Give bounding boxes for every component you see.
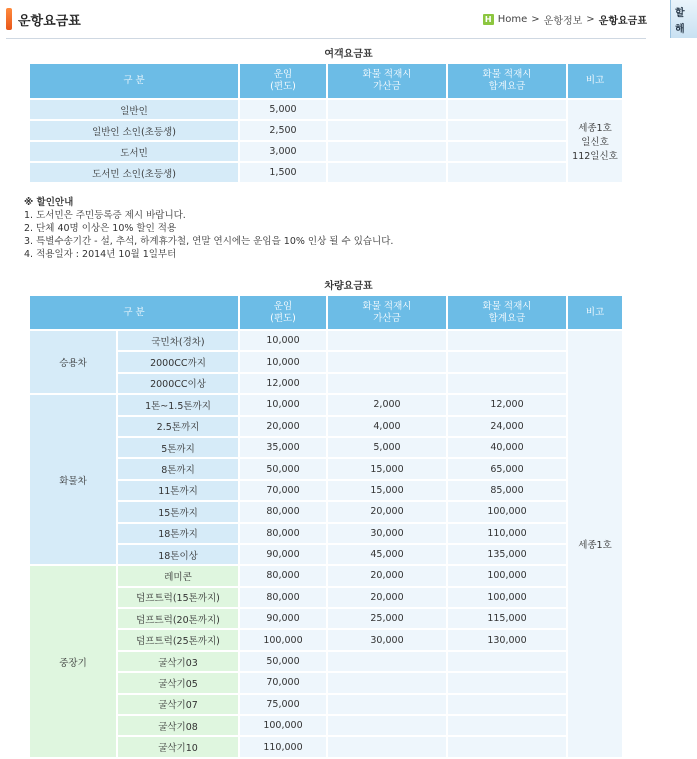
surcharge-cell: 30,000	[327, 523, 447, 544]
fare-cell: 70,000	[239, 672, 327, 693]
surcharge-cell	[327, 141, 447, 162]
passenger-fare-title: 여객요금표	[324, 49, 373, 60]
table-header-row	[29, 63, 623, 99]
category-cell: 화물차	[29, 394, 117, 565]
column-header: 비고	[567, 63, 623, 99]
fare-cell: 80,000	[239, 501, 327, 522]
table-row	[29, 120, 623, 141]
row-label: 2000CC까지	[117, 351, 239, 372]
row-label: 도서민	[29, 141, 239, 162]
row-label: 8톤까지	[117, 458, 239, 479]
table-row	[29, 544, 623, 565]
row-label: 굴삭기03	[117, 651, 239, 672]
discount-item: 4. 적용일자 : 2014년 10월 1일부터	[24, 249, 177, 260]
surcharge-cell: 45,000	[327, 544, 447, 565]
column-header: 운임 (편도)	[239, 63, 327, 99]
table-row	[29, 608, 623, 629]
row-label: 1톤~1.5톤까지	[117, 394, 239, 415]
table-row	[29, 651, 623, 672]
fare-cell: 75,000	[239, 694, 327, 715]
banner-text: 할	[675, 8, 685, 19]
surcharge-cell: 15,000	[327, 480, 447, 501]
table-row	[29, 373, 623, 394]
total-cell: 115,000	[447, 608, 567, 629]
title-accent-bar	[6, 8, 12, 30]
row-label: 18톤까지	[117, 523, 239, 544]
column-header: 화물 적재시 합계요금	[447, 295, 567, 330]
category-cell: 중장기	[29, 565, 117, 758]
discount-item: 2. 단체 40명 이상은 10% 할인 적용	[24, 223, 177, 234]
remark-cell: 세종1호	[567, 330, 623, 758]
fare-cell: 1,500	[239, 162, 327, 183]
surcharge-cell: 20,000	[327, 565, 447, 586]
fare-cell: 80,000	[239, 523, 327, 544]
surcharge-cell: 30,000	[327, 629, 447, 650]
table-row	[29, 480, 623, 501]
row-label: 덤프트럭(25톤까지)	[117, 629, 239, 650]
surcharge-cell: 5,000	[327, 437, 447, 458]
total-cell	[447, 351, 567, 372]
surcharge-cell	[327, 672, 447, 693]
surcharge-cell: 15,000	[327, 458, 447, 479]
table-row	[29, 351, 623, 372]
total-cell: 40,000	[447, 437, 567, 458]
total-cell	[447, 736, 567, 757]
table-row	[29, 458, 623, 479]
total-cell	[447, 162, 567, 183]
passenger-fare-table	[28, 62, 624, 184]
page-header	[0, 0, 697, 40]
total-cell: 110,000	[447, 523, 567, 544]
row-label: 국민차(경차)	[117, 330, 239, 351]
surcharge-cell	[327, 351, 447, 372]
surcharge-cell	[327, 736, 447, 757]
page-title: 운항요금표	[18, 14, 81, 29]
table-row	[29, 99, 623, 120]
table-row	[29, 694, 623, 715]
fare-cell: 90,000	[239, 544, 327, 565]
surcharge-cell	[327, 99, 447, 120]
surcharge-cell	[327, 694, 447, 715]
fare-cell: 90,000	[239, 608, 327, 629]
total-cell	[447, 141, 567, 162]
fare-cell: 12,000	[239, 373, 327, 394]
table-row	[29, 565, 623, 586]
header-divider	[6, 38, 646, 39]
table-row	[29, 523, 623, 544]
total-cell: 85,000	[447, 480, 567, 501]
column-header: 화물 적재시 합계요금	[447, 63, 567, 99]
surcharge-cell	[327, 330, 447, 351]
total-cell	[447, 373, 567, 394]
fare-cell: 10,000	[239, 394, 327, 415]
fare-cell: 70,000	[239, 480, 327, 501]
total-cell: 24,000	[447, 416, 567, 437]
home-icon[interactable]: H	[483, 14, 494, 25]
table-row	[29, 715, 623, 736]
discount-notice	[24, 196, 393, 261]
row-label: 도서민 소인(초등생)	[29, 162, 239, 183]
total-cell	[447, 120, 567, 141]
row-label: 덤프트럭(15톤까지)	[117, 587, 239, 608]
fare-cell: 100,000	[239, 715, 327, 736]
total-cell: 130,000	[447, 629, 567, 650]
table-row	[29, 672, 623, 693]
total-cell	[447, 715, 567, 736]
column-header: 화물 적재시 가산금	[327, 295, 447, 330]
fare-cell: 80,000	[239, 565, 327, 586]
column-header: 운임 (편도)	[239, 295, 327, 330]
fare-cell: 110,000	[239, 736, 327, 757]
fare-cell: 10,000	[239, 330, 327, 351]
total-cell: 12,000	[447, 394, 567, 415]
table-row	[29, 736, 623, 757]
row-label: 일반인 소인(초등생)	[29, 120, 239, 141]
breadcrumb-current: 운항요금표	[598, 16, 647, 27]
fare-cell: 10,000	[239, 351, 327, 372]
table-row	[29, 629, 623, 650]
surcharge-cell: 4,000	[327, 416, 447, 437]
discount-item: 1. 도서민은 주민등록증 제시 바랍니다.	[24, 210, 186, 221]
row-label: 5톤까지	[117, 437, 239, 458]
fare-cell: 50,000	[239, 458, 327, 479]
row-label: 18톤이상	[117, 544, 239, 565]
table-row	[29, 587, 623, 608]
fare-cell: 35,000	[239, 437, 327, 458]
column-header: 비고	[567, 295, 623, 330]
surcharge-cell	[327, 162, 447, 183]
row-label: 15톤까지	[117, 501, 239, 522]
row-label: 덤프트럭(20톤까지)	[117, 608, 239, 629]
banner-text: 해	[675, 24, 685, 35]
fare-cell: 20,000	[239, 416, 327, 437]
table-row	[29, 141, 623, 162]
total-cell: 100,000	[447, 587, 567, 608]
table-row	[29, 416, 623, 437]
breadcrumb-separator: >	[586, 14, 595, 25]
total-cell	[447, 330, 567, 351]
fare-cell: 100,000	[239, 629, 327, 650]
total-cell: 65,000	[447, 458, 567, 479]
vehicle-fare-title: 차량요금표	[324, 281, 373, 292]
surcharge-cell: 20,000	[327, 501, 447, 522]
vehicle-fare-table	[28, 294, 624, 759]
category-cell: 승용차	[29, 330, 117, 394]
surcharge-cell	[327, 715, 447, 736]
row-label: 굴삭기10	[117, 736, 239, 757]
row-label: 굴삭기07	[117, 694, 239, 715]
row-label: 일반인	[29, 99, 239, 120]
remark-cell: 세종1호 일신호 112일신호	[567, 99, 623, 183]
table-header-row	[29, 295, 623, 330]
surcharge-cell	[327, 651, 447, 672]
breadcrumb	[483, 12, 647, 27]
discount-item: 3. 특별수송기간 - 설, 추석, 하계휴가철, 연말 연시에는 운임을 10% 인상 될 수 있습니다.	[24, 236, 394, 247]
table-row	[29, 437, 623, 458]
row-label: 2000CC이상	[117, 373, 239, 394]
row-label: 굴삭기05	[117, 672, 239, 693]
row-label: 2.5톤까지	[117, 416, 239, 437]
row-label: 레미콘	[117, 565, 239, 586]
breadcrumb-home[interactable]: Home	[497, 14, 528, 25]
discount-heading: ※ 할인안내	[24, 197, 74, 208]
total-cell	[447, 694, 567, 715]
surcharge-cell: 2,000	[327, 394, 447, 415]
table-row	[29, 330, 623, 351]
side-banner-fragment[interactable]	[670, 0, 697, 38]
breadcrumb-service-info[interactable]: 운항정보	[543, 16, 583, 27]
table-row	[29, 162, 623, 183]
row-label: 11톤까지	[117, 480, 239, 501]
column-header: 화물 적재시 가산금	[327, 63, 447, 99]
surcharge-cell	[327, 373, 447, 394]
total-cell: 100,000	[447, 501, 567, 522]
total-cell	[447, 99, 567, 120]
table-row	[29, 501, 623, 522]
fare-cell: 50,000	[239, 651, 327, 672]
column-header: 구 분	[29, 295, 239, 330]
row-label: 굴삭기08	[117, 715, 239, 736]
fare-cell: 2,500	[239, 120, 327, 141]
fare-cell: 3,000	[239, 141, 327, 162]
surcharge-cell: 25,000	[327, 608, 447, 629]
surcharge-cell	[327, 120, 447, 141]
total-cell	[447, 672, 567, 693]
column-header: 구 분	[29, 63, 239, 99]
total-cell: 100,000	[447, 565, 567, 586]
table-row	[29, 394, 623, 415]
fare-cell: 80,000	[239, 587, 327, 608]
total-cell	[447, 651, 567, 672]
surcharge-cell: 20,000	[327, 587, 447, 608]
total-cell: 135,000	[447, 544, 567, 565]
breadcrumb-separator: >	[531, 14, 540, 25]
fare-cell: 5,000	[239, 99, 327, 120]
